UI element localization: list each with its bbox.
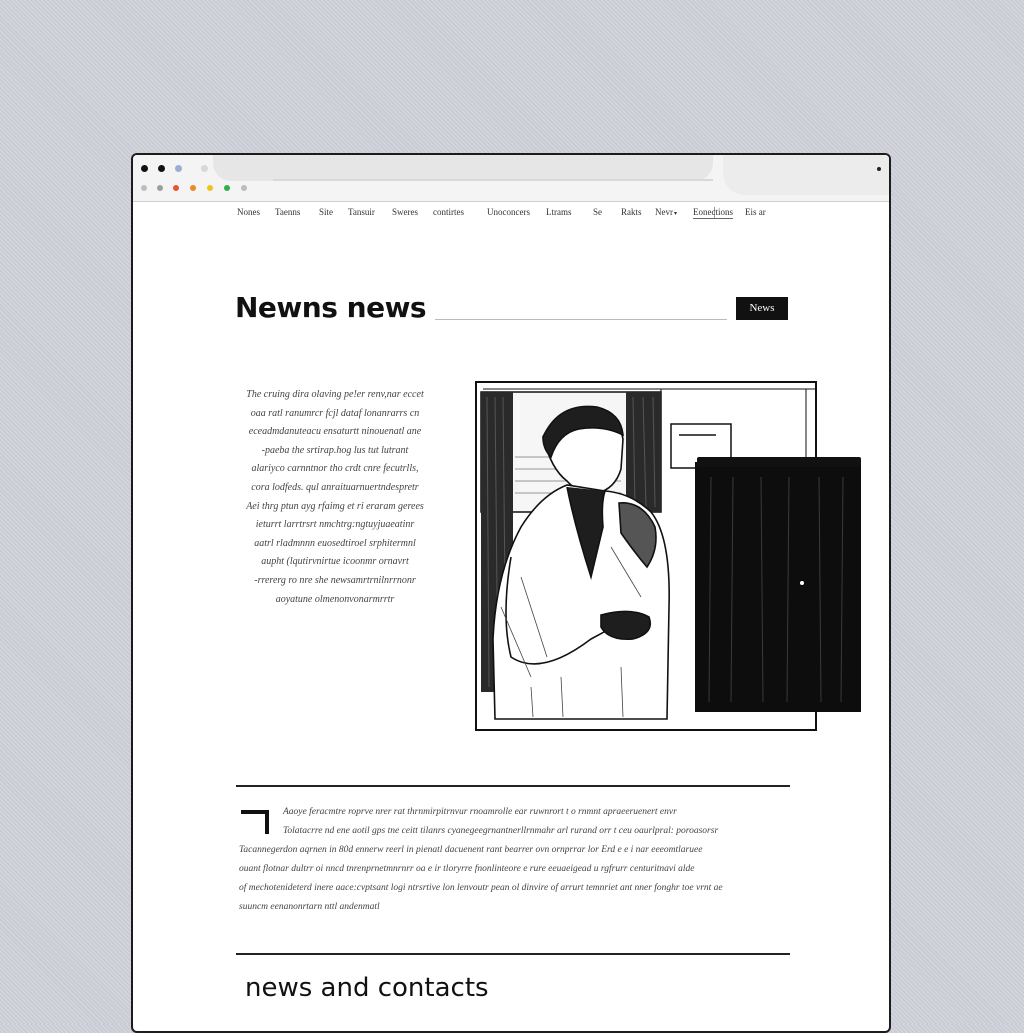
intro-line: aupht (lqutirvnirtue icoonmr ornavrt — [261, 556, 409, 568]
page-title: Newns news — [235, 291, 427, 324]
article-line: suuncm eenanonrtarn nttl andenmatl — [239, 902, 380, 912]
menu-dot-icon[interactable] — [877, 167, 881, 171]
nav-item-active[interactable]: Eonections — [693, 207, 733, 217]
toolbar-reload-icon[interactable] — [241, 185, 247, 191]
article-body — [239, 803, 779, 917]
section-divider-bottom — [236, 953, 790, 955]
nav-item[interactable]: Sweres — [392, 207, 418, 217]
nav-item[interactable]: Tansuir — [348, 207, 375, 217]
tab-strip — [213, 155, 713, 181]
intro-line: -paeba the srtirap.hog lus tut lutrant — [261, 444, 409, 456]
chevron-down-icon: ▾ — [674, 211, 678, 217]
section-divider-top — [236, 785, 790, 787]
title-divider — [435, 319, 727, 320]
nav-item[interactable]: Nones — [237, 207, 260, 217]
nav-item[interactable]: Unoconcers — [487, 207, 530, 217]
window-maximize-control[interactable] — [175, 165, 182, 172]
intro-line: Aei thrg ptun ayg rfaimg et ri eraram gerees — [246, 500, 424, 512]
nav-item[interactable]: Rakts — [621, 207, 642, 217]
nav-item[interactable]: Taenns — [275, 207, 301, 217]
news-button[interactable]: News — [736, 297, 788, 320]
toolbar-forward-icon[interactable] — [157, 185, 163, 191]
footer-heading: news and contacts — [245, 973, 489, 1003]
article-line: ouant flotnar dultrr oi nncd tnrenprnetmnrnrr oa e ir tloryrre fnonlinteore e rure eeuaeigead u rgfrurr centuritnavi alde — [239, 864, 695, 874]
intro-line: The cruing dira olaving pe!er renv,nar eccet — [246, 389, 424, 400]
article-line: Tolatacrre nd ene aotil gps tne ceitt tilanrs cyanegeegrnantnerllrnmahr arl rurand orr t ceu oaurlpral: poroasorsr — [283, 826, 719, 836]
address-bar[interactable] — [273, 179, 713, 181]
tab-strip-right — [723, 155, 891, 195]
nav-item[interactable]: Ltrams — [546, 207, 572, 217]
window-minimize-control[interactable] — [158, 165, 165, 172]
intro-line: aoyatune olmenonvonarmrrtr — [275, 593, 395, 605]
intro-line: oaa ratl ranumrcr fcjl dataf lonanrarrs cn — [250, 407, 420, 419]
article-illustration — [471, 377, 865, 737]
toolbar-back-icon[interactable] — [141, 185, 147, 191]
window-close-control[interactable] — [141, 165, 148, 172]
intro-line: ieturrt larrtrsrt nmchtrg:ngtuyjuaeatinr — [255, 519, 415, 531]
toolbar-green-icon[interactable] — [224, 185, 230, 191]
nav-item[interactable]: Se — [593, 207, 602, 217]
nav-item-label: Nevr — [655, 207, 673, 217]
nav-item[interactable]: contirtes — [433, 207, 464, 217]
nav-item[interactable]: Eis ar — [745, 207, 766, 217]
black-panel — [695, 457, 861, 712]
window-extra-control — [201, 165, 208, 172]
intro-text — [235, 386, 435, 609]
toolbar-orange-icon[interactable] — [190, 185, 196, 191]
intro-line: alariyco carnntnor tho crdt cnre fecutrlls, — [251, 463, 419, 475]
article-line: Aaoye feracmtre roprve nrer rat thrnmirpitrnvur rnoamrolle ear ruwnrort t o rnmnt apraeeruenert envr — [283, 807, 677, 817]
intro-line: -rrererg ro nre she newsamrtrnilnrrnonr — [254, 574, 416, 586]
browser-chrome — [133, 155, 889, 202]
nav-item[interactable]: Site — [319, 207, 334, 217]
intro-line: eceadmdanuteacu ensaturtt ninouenatl ane — [248, 426, 422, 438]
intro-line: cora lodfeds. qul anraituarnuertndespretr — [251, 481, 419, 493]
browser-window — [131, 153, 891, 1033]
intro-line: aatrl rladmnnn euosedtiroel srphitermnl — [254, 537, 416, 549]
toolbar-red-icon[interactable] — [173, 185, 179, 191]
nav-item-dropdown[interactable] — [655, 207, 677, 217]
article-line: of mechotenideterd inere aace:cvptsant logi ntrsrtive lon lenvoutr pean ol dinvire of arrurt temnriet ant nner fonghr toe vrnt ae — [239, 883, 723, 893]
toolbar-yellow-icon[interactable] — [207, 185, 213, 191]
article-line: Tacannegerdon aqrnen in 80d ennerw reerl in pienatl dacuenent rant bearrer ovn ornprrar lor Erd e e i nar eeeomtlaruee — [239, 845, 703, 855]
